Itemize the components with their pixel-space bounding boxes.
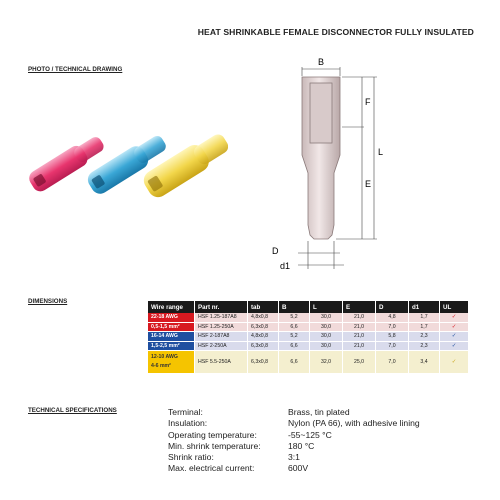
table-row — [148, 341, 469, 351]
spec-row — [168, 463, 420, 474]
cell-d: 5,8 — [376, 332, 409, 342]
dim-label-f: F — [365, 97, 371, 107]
cell-part-nr: HSF 1.25-187A8 — [195, 313, 248, 322]
cell-e: 21,0 — [343, 322, 376, 332]
spec-label: Insulation: — [168, 418, 208, 429]
cell-d1: 3,4 — [409, 351, 440, 374]
table-row — [148, 332, 469, 342]
product-photo — [28, 120, 228, 220]
cell-wire-range: 22-18 AWG — [148, 313, 195, 322]
dim-label-b: B — [318, 57, 325, 67]
cell-tab: 4,8x0,8 — [248, 313, 279, 322]
cell-wire-range-mm: 4-6 mm² — [151, 363, 171, 370]
cell-e: 21,0 — [343, 313, 376, 322]
cell-e: 25,0 — [343, 351, 376, 374]
col-d: D — [376, 301, 409, 313]
col-d1: d1 — [409, 301, 440, 313]
cell-part-nr: HSF 5.5-250A — [195, 351, 248, 374]
cell-d1: 2,3 — [409, 341, 440, 351]
section-dimensions-heading: DIMENSIONS — [28, 298, 68, 305]
cell-b: 6,6 — [279, 322, 310, 332]
spec-label: Terminal: — [168, 407, 203, 417]
dim-label-e: E — [365, 179, 372, 189]
spec-value: Brass, tin plated — [288, 407, 350, 417]
col-l: L — [310, 301, 343, 313]
dimensions-table — [148, 301, 469, 374]
technical-drawing — [262, 55, 402, 275]
cell-d: 7,0 — [376, 341, 409, 351]
spec-label: Min. shrink temperature: — [168, 440, 261, 451]
cell-d1: 2,3 — [409, 332, 440, 342]
cell-ul-check: ✓ — [440, 332, 469, 342]
page-title: HEAT SHRINKABLE FEMALE DISCONNECTOR FULLY INSULATED — [197, 27, 474, 37]
cell-d: 4,8 — [376, 313, 409, 322]
cell-wire-range — [148, 351, 195, 374]
cell-part-nr: HSF 2-187A8 — [195, 332, 248, 342]
table-row — [148, 351, 469, 374]
cell-l: 30,0 — [310, 341, 343, 351]
cell-e: 21,0 — [343, 341, 376, 351]
col-b: B — [279, 301, 310, 313]
cell-wire-range: 1,5-2,5 mm² — [148, 341, 195, 351]
cell-wire-range: 16-14 AWG — [148, 332, 195, 342]
cell-d1: 1,7 — [409, 313, 440, 322]
cell-ul-check: ✓ — [440, 351, 469, 374]
col-ul: UL — [440, 301, 469, 313]
spec-value: 3:1 — [288, 452, 300, 463]
cell-l: 30,0 — [310, 322, 343, 332]
cell-e: 21,0 — [343, 332, 376, 342]
spec-value: 180 °C — [288, 440, 315, 451]
cell-part-nr: HSF 1.25-250A — [195, 322, 248, 332]
spec-row — [168, 430, 420, 441]
cell-ul-check: ✓ — [440, 322, 469, 332]
col-wire-range: Wire range — [148, 301, 195, 313]
cell-ul-check: ✓ — [440, 313, 469, 322]
spec-row — [168, 441, 420, 452]
spec-row — [168, 452, 420, 463]
spec-value: Nylon (PA 66), with adhesive lining — [288, 418, 420, 429]
cell-d: 7,0 — [376, 351, 409, 374]
spec-row — [168, 418, 420, 429]
cell-wire-range: 0,5-1,5 mm² — [148, 322, 195, 332]
cell-b: 6,6 — [279, 341, 310, 351]
cell-l: 30,0 — [310, 313, 343, 322]
dim-label-d1: d1 — [280, 261, 291, 271]
cell-ul-check: ✓ — [440, 341, 469, 351]
col-part-nr: Part nr. — [195, 301, 248, 313]
cell-b: 5,2 — [279, 313, 310, 322]
spec-value: -55~125 °C — [288, 429, 332, 440]
section-specs-heading: TECHNICAL SPECIFICATIONS — [28, 407, 117, 414]
spec-label: Max. electrical current: — [168, 463, 255, 474]
connector-body — [302, 77, 340, 239]
dim-label-d: D — [272, 246, 279, 256]
cell-tab: 6,3x0,8 — [248, 322, 279, 332]
cell-tab: 4,8x0,8 — [248, 332, 279, 342]
cell-part-nr: HSF 2-250A — [195, 341, 248, 351]
cell-l: 30,0 — [310, 332, 343, 342]
spec-value: 600V — [288, 463, 309, 474]
dim-label-l: L — [378, 147, 384, 157]
cell-wire-range-awg: 12-10 AWG — [151, 354, 178, 361]
table-row — [148, 322, 469, 332]
spec-label: Shrink ratio: — [168, 452, 214, 463]
table-header-row — [148, 301, 469, 313]
cell-d1: 1,7 — [409, 322, 440, 332]
cell-b: 5,2 — [279, 332, 310, 342]
section-photo-heading: PHOTO / TECHNICAL DRAWING — [28, 66, 123, 73]
col-e: E — [343, 301, 376, 313]
cell-tab: 6,3x0,8 — [248, 351, 279, 374]
cell-l: 32,0 — [310, 351, 343, 374]
cell-tab: 6,3x0,8 — [248, 341, 279, 351]
spec-row — [168, 407, 420, 418]
table-row — [148, 313, 469, 322]
specs-list — [168, 407, 420, 475]
col-tab: tab — [248, 301, 279, 313]
cell-d: 7,0 — [376, 322, 409, 332]
cell-b: 6,6 — [279, 351, 310, 374]
spec-label: Operating temperature: — [168, 429, 257, 440]
